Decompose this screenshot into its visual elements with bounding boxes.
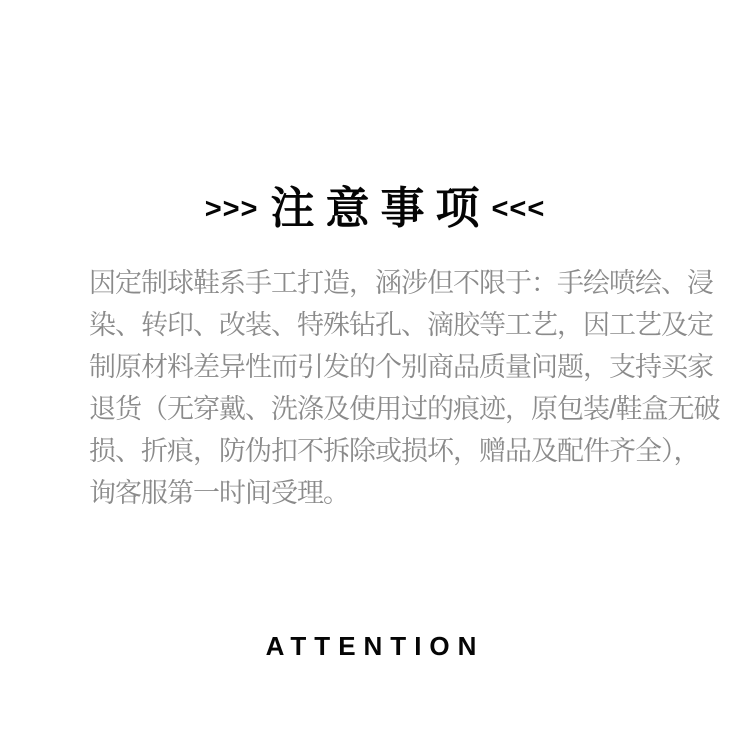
chevrons-right-icon: >>> [204, 192, 259, 225]
attention-footer-label: ATTENTION [265, 631, 485, 661]
notice-line: 染、转印、改装、特殊钻孔、滴胶等工艺，因工艺及定 [89, 310, 713, 340]
notice-line: 询客服第一时间受理。 [89, 478, 349, 508]
chevrons-left-icon: <<< [491, 192, 546, 225]
section-title [0, 178, 750, 240]
notice-line: 因定制球鞋系手工打造，涵涉但不限于：手绘喷绘、浸 [89, 268, 713, 298]
notice-line: 制原材料差异性而引发的个别商品质量问题，支持买家 [89, 352, 713, 382]
page-title: 注意事项 [270, 184, 491, 233]
notice-line: 损、折痕，防伪扣不拆除或损坏，赠品及配件齐全）， [89, 436, 700, 466]
notice-line: 退货（无穿戴、洗涤及使用过的痕迹，原包装/鞋盒无破 [89, 394, 720, 424]
notice-paragraph [89, 262, 720, 514]
